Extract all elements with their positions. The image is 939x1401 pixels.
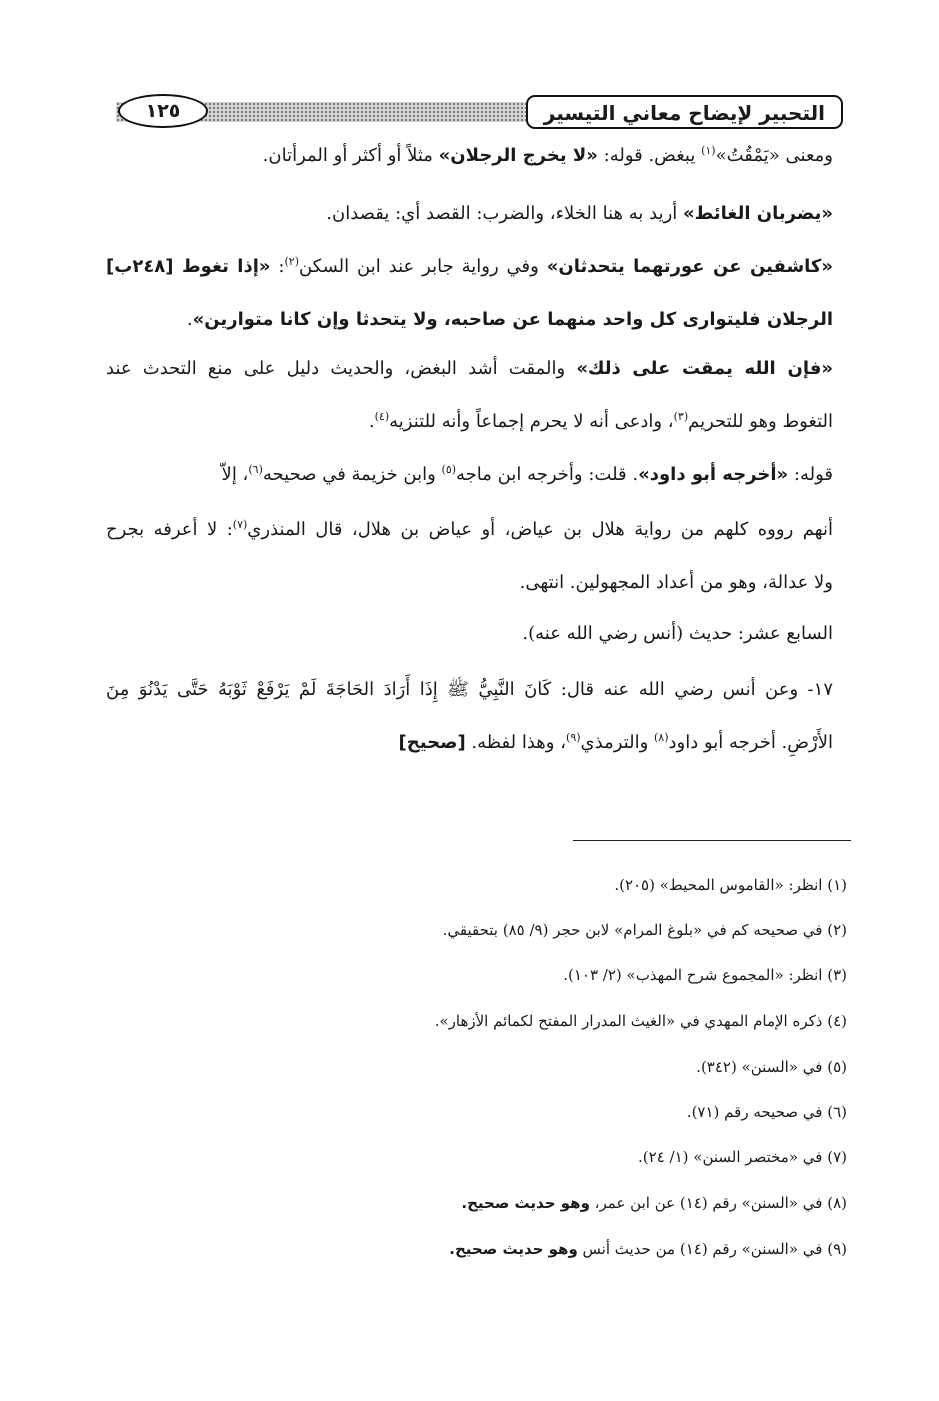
text-line-3: «كاشفين عن عورتهما يتحدثان» وفي رواية جابر عند ابن السكن$^{(٢)}$: «إذا تغوط [٢٤٨ب] (106, 255, 834, 277)
footnote-3: (٣) انظر: «المجموع شرح المهذب» (٢/ ١٠٣). (563, 966, 847, 984)
footnote-ref-3: (٣) (673, 410, 689, 423)
footnote-ref-1: (١) (701, 144, 716, 157)
text-line-9: ولا عدالة، وهو من أعداد المجهولين. انتهى. (519, 572, 833, 593)
footnote-ref-4: (٤) (374, 410, 390, 423)
text-line-8: أنهم رووه كلهم من رواية هلال بن عياض، أو عياض بن هلال، قال المنذري$^{(٧)}$: لا أعرفه بجرح (106, 518, 833, 540)
footnote-2: (٢) في صحيحه كم في «بلوغ المرام» لابن حجر (٩/ ٨٥) بتحقيقي. (442, 921, 847, 939)
page-number: ١٢٥ (118, 94, 208, 128)
text-line-5: «فإن الله يمقت على ذلك» والمقت أشد البغض، والحديث دليل على منع التحدث عند (106, 358, 833, 379)
text-line-2: «يضربان الغائط» أريد به هنا الخلاء، والضرب: القصد أي: يقصدان. (326, 203, 833, 224)
footnote-4: (٤) ذكره الإمام المهدي في «الغيث المدرار المفتح لكمائم الأزهار». (434, 1012, 847, 1030)
hadith-text-line-1: ١٧- وعن أنس رضي الله عنه قال: كَانَ النَّبِيُّ ﷺ إِذَا أَرَادَ الحَاجَةَ لَمْ يَرْفَعْ ثَوْبَهُ حَتَّى يَدْنُوَ مِنَ (106, 679, 833, 700)
book-title: التحبير لإيضاح معاني التيسير (526, 95, 843, 129)
footnote-ref-6: (٦) (248, 463, 263, 476)
footnote-ref-9: (٩) (566, 731, 581, 744)
footnote-7: (٧) في «مختصر السنن» (١/ ٢٤). (638, 1148, 847, 1166)
footnote-separator (573, 840, 851, 841)
footnote-8: (٨) في «السنن» رقم (١٤) عن ابن عمر، وهو حديث صحيح. (461, 1194, 847, 1212)
footnote-ref-2: (٢) (284, 255, 299, 268)
footnote-1: (١) انظر: «القاموس المحيط» (٢٠٥). (614, 876, 847, 894)
text-line-7: قوله: «أخرجه أبو داود». قلت: وأخرجه ابن ماجه$^{(٥)}$ وابن خزيمة في صحيحه$^{(٦)}$، إلاّ (221, 463, 833, 485)
text-line-4: الرجلان فليتوارى كل واحد منهما عن صاحبه، ولا يتحدثا وإن كانا متوارين». (186, 309, 833, 330)
hadith-text-line-2: الأَرْضِ. أخرجه أبو داود$^{(٨)}$ والترمذي$^{(٩)}$، وهذا لفظه. [صحيح] (398, 731, 833, 753)
footnote-ref-5: (٥) (441, 463, 457, 476)
running-header (108, 90, 843, 136)
footnote-ref-8: (٨) (654, 731, 669, 744)
footnote-5: (٥) في «السنن» (٣٤٢). (696, 1058, 847, 1076)
footnote-9: (٩) في «السنن» رقم (١٤) من حديث أنس وهو حديث صحيح. (449, 1240, 847, 1258)
text-line-6: التغوط وهو للتحريم$^{(٣)}$، وادعى أنه لا يحرم إجماعاً وأنه للتنزيه$^{(٤)}$. (368, 410, 833, 432)
footnote-6: (٦) في صحيحه رقم (٧١). (686, 1103, 847, 1121)
footnote-ref-7: (٧) (232, 518, 248, 531)
text-line-10: السابع عشر: حديث (أنس رضي الله عنه). (522, 623, 833, 644)
text-line-1: ومعنى «يَمْقُتُ»$^{(١)}$ يبغض. قوله: «لا يخرج الرجلان» مثلاً أو أكثر أو المرأتان. (262, 144, 833, 166)
grading-label: [صحيح] (398, 732, 466, 753)
